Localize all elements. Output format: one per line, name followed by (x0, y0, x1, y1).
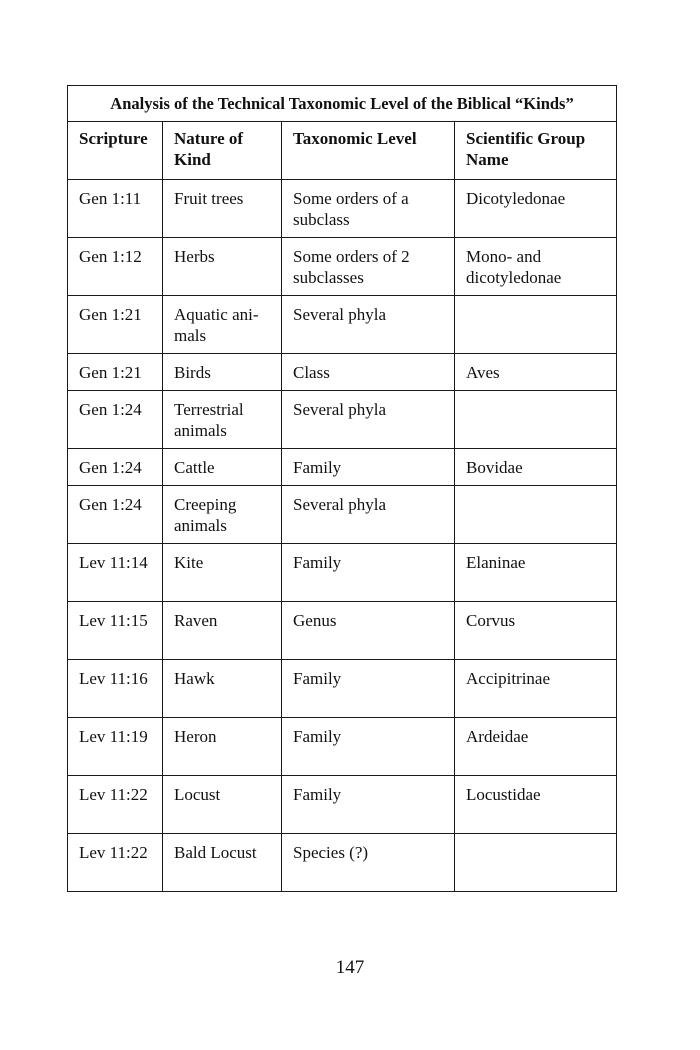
cell-scripture: Gen 1:11 (68, 180, 163, 238)
cell-scripture: Lev 11:19 (68, 718, 163, 776)
cell-scripture: Lev 11:14 (68, 544, 163, 602)
cell-level: Family (282, 776, 455, 834)
taxonomy-table (67, 85, 617, 892)
cell-group: Bovidae (455, 449, 617, 486)
table-header-row (68, 122, 617, 180)
cell-nature: Aquatic ani-mals (163, 296, 282, 354)
cell-nature: Locust (163, 776, 282, 834)
cell-group (455, 486, 617, 544)
cell-level: Several phyla (282, 486, 455, 544)
cell-group: Dicotyledonae (455, 180, 617, 238)
cell-level: Genus (282, 602, 455, 660)
table-row (68, 486, 617, 544)
cell-level: Species (?) (282, 834, 455, 892)
page-number: 147 (335, 957, 365, 978)
cell-level: Several phyla (282, 296, 455, 354)
table-row (68, 776, 617, 834)
cell-group: Ardeidae (455, 718, 617, 776)
header-taxonomic-level: Taxonomic Level (282, 122, 455, 180)
cell-scripture: Lev 11:16 (68, 660, 163, 718)
cell-nature: Bald Locust (163, 834, 282, 892)
cell-nature: Herbs (163, 238, 282, 296)
header-nature-of-kind (163, 122, 282, 180)
cell-level: Some orders of a subclass (282, 180, 455, 238)
cell-level: Several phyla (282, 391, 455, 449)
cell-scripture: Gen 1:24 (68, 449, 163, 486)
cell-group: Mono- and dicotyledonae (455, 238, 617, 296)
table-row (68, 238, 617, 296)
header-nature-line2: Kind (174, 150, 211, 169)
cell-level: Family (282, 449, 455, 486)
cell-scripture: Lev 11:22 (68, 834, 163, 892)
header-group-line2: Name (466, 150, 509, 169)
cell-scripture: Gen 1:24 (68, 391, 163, 449)
cell-group: Elaninae (455, 544, 617, 602)
cell-group: Corvus (455, 602, 617, 660)
cell-group: Aves (455, 354, 617, 391)
cell-scripture: Gen 1:21 (68, 296, 163, 354)
cell-nature: Terrestrial animals (163, 391, 282, 449)
cell-level: Family (282, 660, 455, 718)
cell-scripture: Lev 11:15 (68, 602, 163, 660)
cell-scripture: Gen 1:12 (68, 238, 163, 296)
cell-nature: Heron (163, 718, 282, 776)
cell-nature: Hawk (163, 660, 282, 718)
cell-nature: Kite (163, 544, 282, 602)
cell-scripture: Gen 1:21 (68, 354, 163, 391)
cell-nature: Raven (163, 602, 282, 660)
table-title: Analysis of the Technical Taxonomic Level of the Biblical “Kinds” (68, 86, 617, 122)
cell-group: Locustidae (455, 776, 617, 834)
cell-level: Class (282, 354, 455, 391)
cell-scripture: Lev 11:22 (68, 776, 163, 834)
cell-nature: Creeping animals (163, 486, 282, 544)
table-title-row (68, 86, 617, 122)
cell-scripture: Gen 1:24 (68, 486, 163, 544)
header-scientific-group-name (455, 122, 617, 180)
table-row (68, 354, 617, 391)
cell-group (455, 391, 617, 449)
cell-level: Family (282, 718, 455, 776)
cell-group (455, 834, 617, 892)
table-row (68, 296, 617, 354)
cell-group (455, 296, 617, 354)
table-row (68, 180, 617, 238)
cell-level: Some orders of 2 subclasses (282, 238, 455, 296)
table-row (68, 834, 617, 892)
table-row (68, 660, 617, 718)
header-nature-line1: Nature of (174, 129, 244, 148)
header-scripture: Scripture (68, 122, 163, 180)
table-row (68, 602, 617, 660)
table-row (68, 718, 617, 776)
table-row (68, 391, 617, 449)
cell-nature: Fruit trees (163, 180, 282, 238)
table-row (68, 449, 617, 486)
table-row (68, 544, 617, 602)
header-group-line1: Scientific Group (466, 129, 586, 148)
cell-nature: Birds (163, 354, 282, 391)
cell-nature: Cattle (163, 449, 282, 486)
cell-level: Family (282, 544, 455, 602)
cell-group: Accipitrinae (455, 660, 617, 718)
